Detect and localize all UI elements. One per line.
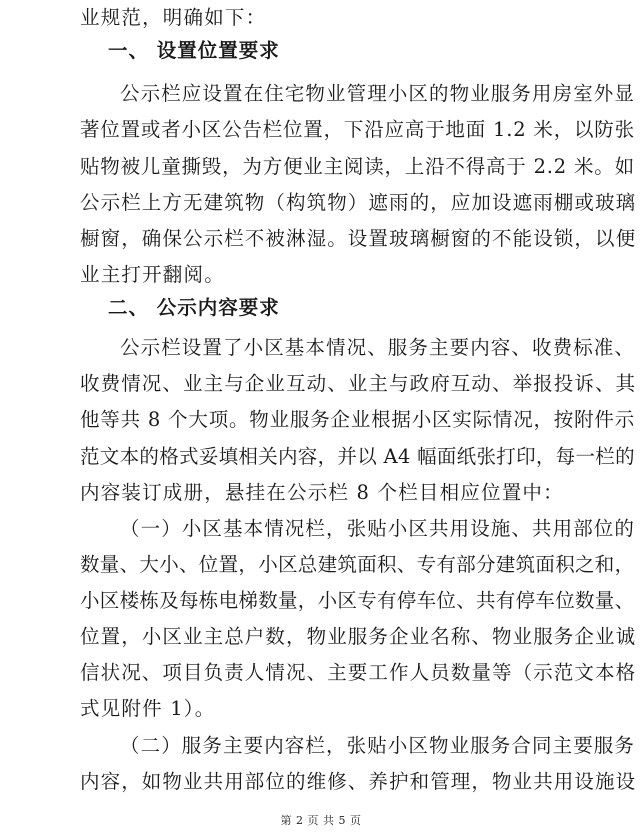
section-heading-content: 二、 公示内容要求: [108, 296, 280, 319]
text-line: 公示栏上方无建筑物（构筑物）遮雨的，应加设遮雨棚或玻璃: [80, 191, 637, 214]
text-line: 他等共 8 个大项。物业服务企业根据小区实际情况，按附件示: [80, 408, 636, 431]
text-line: 位置，小区业主总户数，物业服务企业名称、物业服务企业诚: [80, 625, 637, 648]
page-number-footer: 第 2 页 共 5 页: [280, 814, 362, 827]
text-line: 小区楼栋及每栋电梯数量，小区专有停车位、共有停车位数量、: [80, 589, 635, 612]
text-line: （一）小区基本情况栏，张贴小区共用设施、共用部位的: [120, 517, 636, 540]
text-line: 内容，如物业共用部位的维修、养护和管理，物业共用设施设: [80, 770, 637, 793]
text-line: 范文本的格式妥填相关内容，并以 A4 幅面纸张打印，每一栏的: [80, 445, 635, 468]
text-line: 数量、大小、位置，小区总建筑面积、专有部分建筑面积之和，: [80, 553, 635, 576]
text-line: 信状况、项目负责人情况、主要工作人员数量等（示范文本格: [80, 661, 637, 684]
text-line: 业主打开翻阅。: [80, 263, 225, 286]
text-line: 式见附件 1）。: [80, 697, 216, 720]
text-line: 内容装订成册，悬挂在公示栏 8 个栏目相应位置中：: [80, 481, 564, 504]
text-line: 公示栏应设置在住宅物业管理小区的物业服务用房室外显: [120, 82, 636, 105]
text-line: 著位置或者小区公告栏位置，下沿应高于地面 1.2 米，以防张: [80, 118, 635, 141]
text-line: 橱窗，确保公示栏不被淋湿。设置玻璃橱窗的不能设锁，以便: [80, 227, 637, 250]
text-line: 贴物被儿童撕毁，为方便业主阅读，上沿不得高于 2.2 米。如: [80, 155, 635, 178]
text-line: 业规范，明确如下：: [80, 6, 267, 29]
text-line: 公示栏设置了小区基本情况、服务主要内容、收费标准、: [120, 336, 636, 359]
text-line: 收费情况、业主与企业互动、业主与政府互动、举报投诉、其: [80, 372, 637, 395]
section-heading-location: 一、 设置位置要求: [108, 39, 280, 62]
text-line: （二）服务主要内容栏，张贴小区物业服务合同主要服务: [120, 734, 636, 757]
